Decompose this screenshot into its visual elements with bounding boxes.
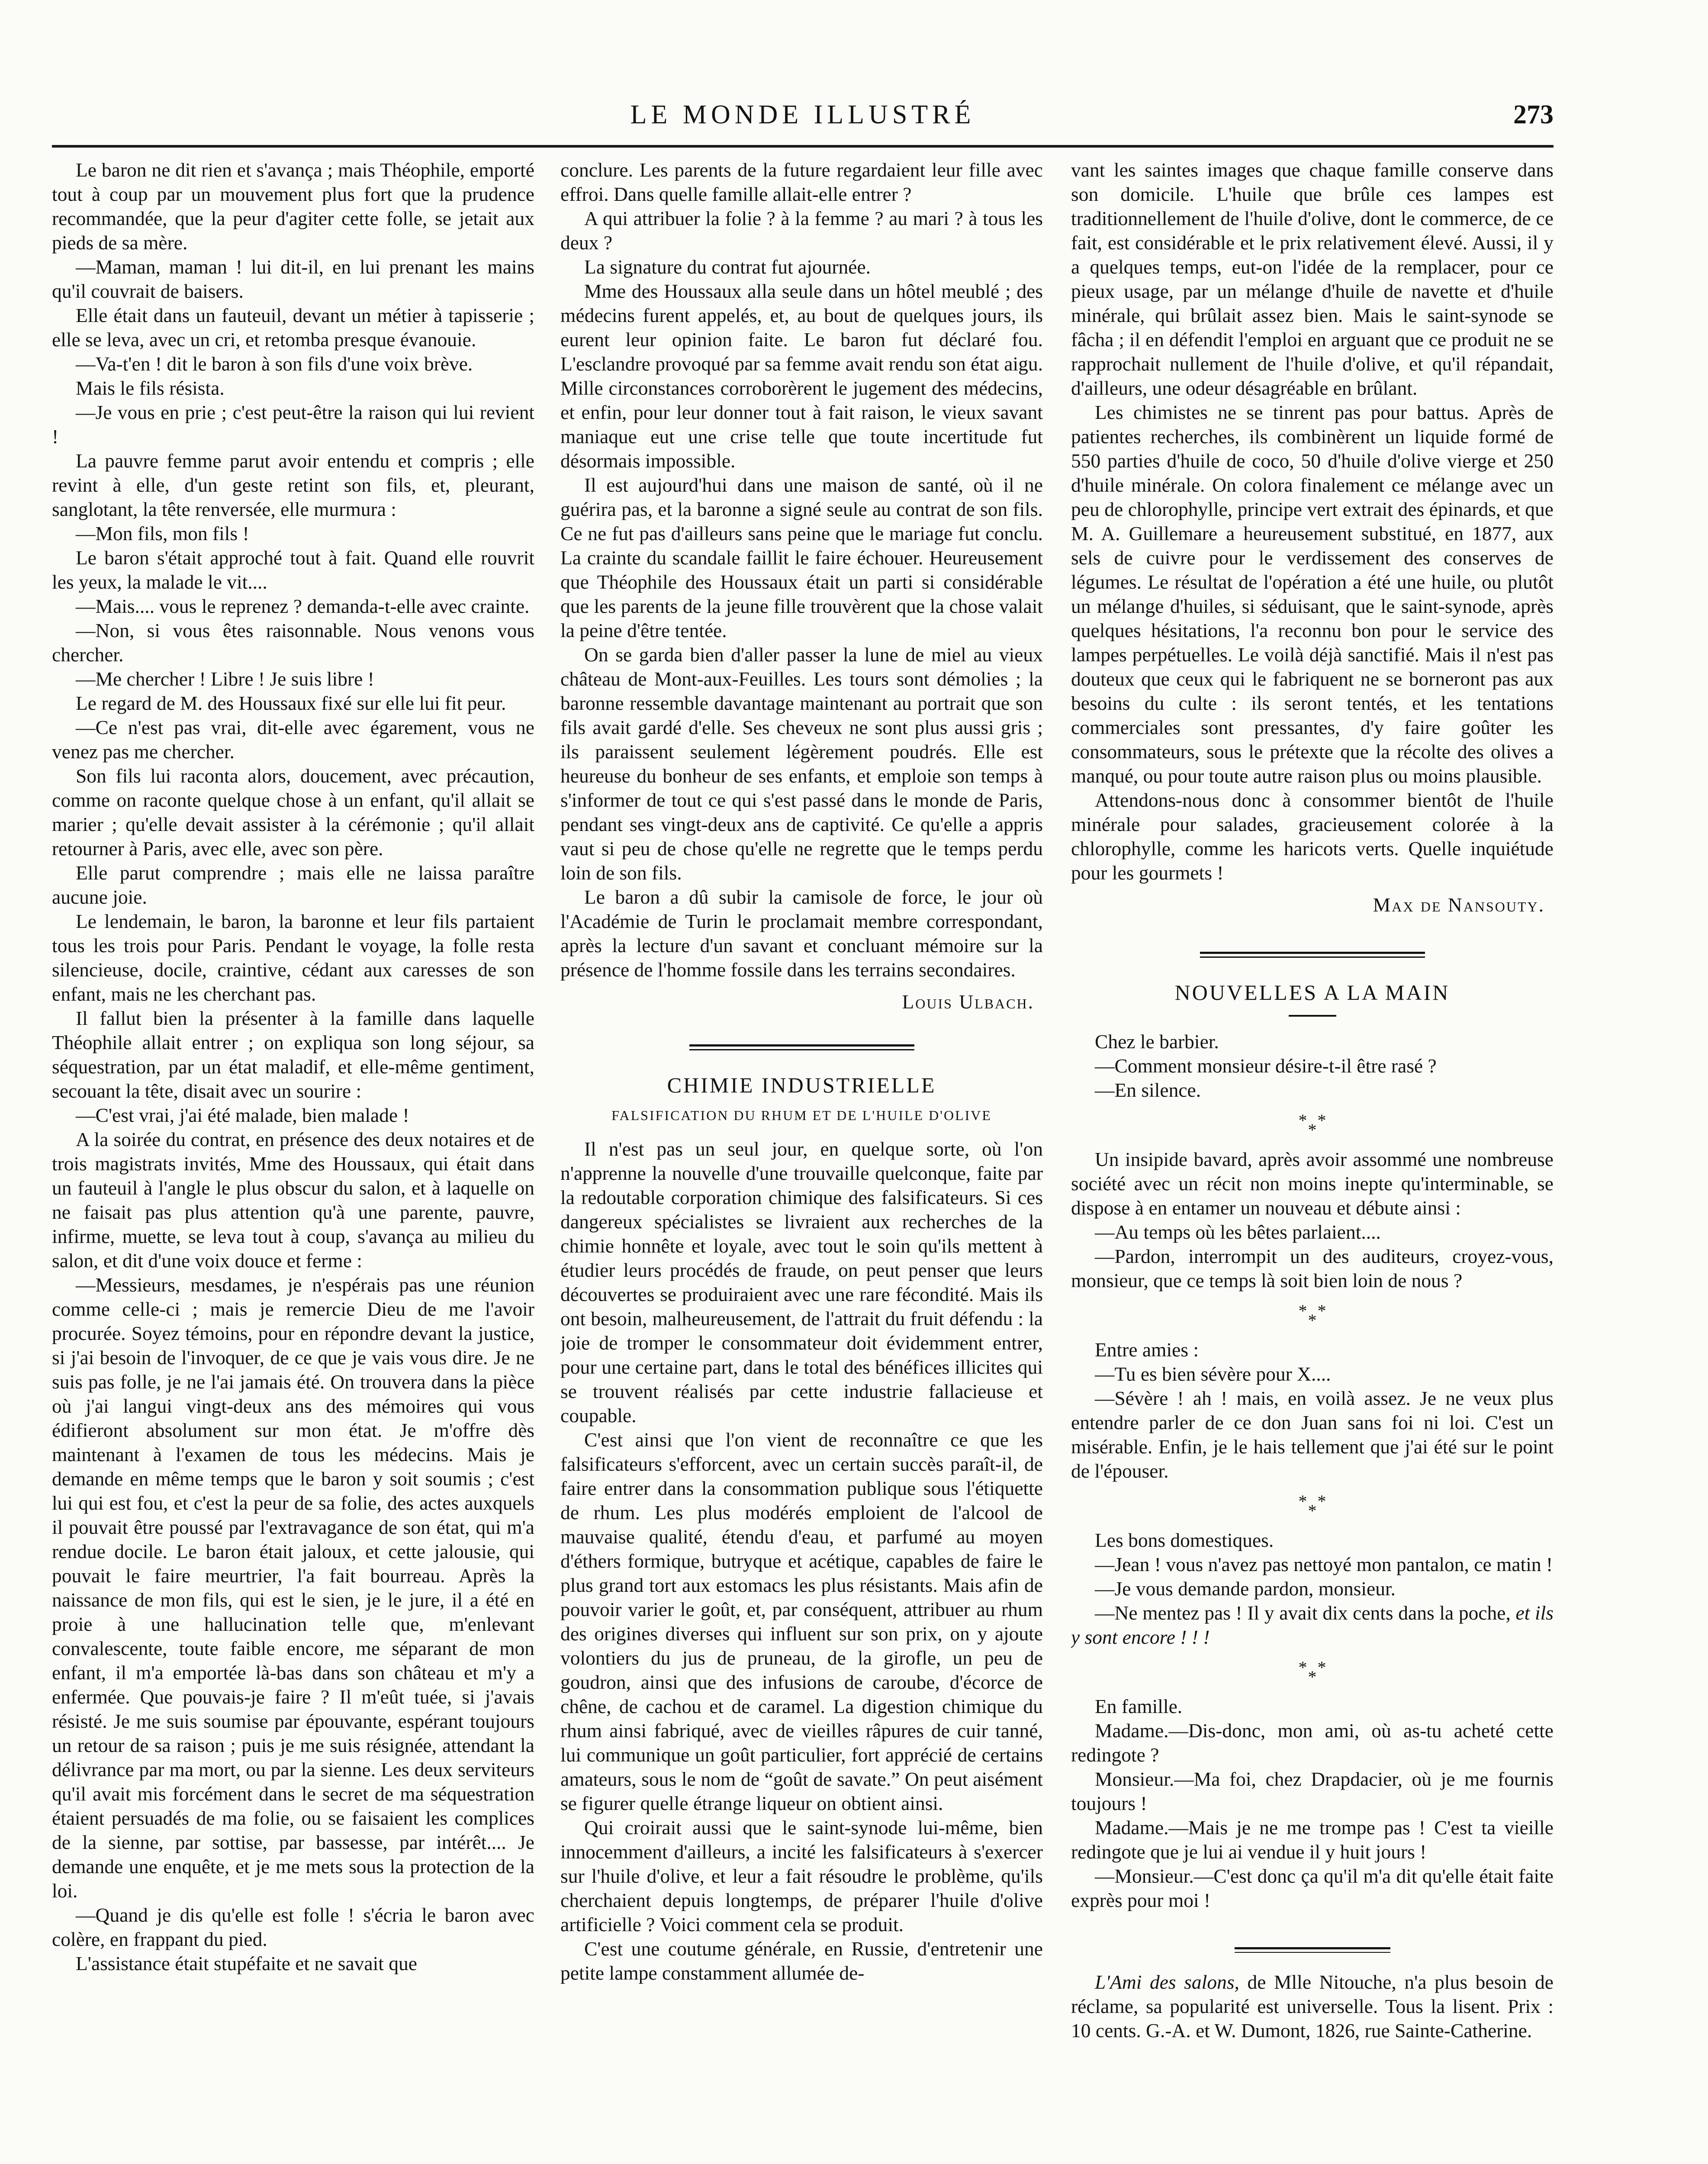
paragraph: vant les saintes images que chaque famille conserve dans son domicile. L'huile que brûle ces lampes est traditionnellement de l'huile d'olive, dont le commerce, de ce fait, est considérable et le prix relativement élevé. Aussi, il y a quelques temps, eut-on l'idée de la remplacer, pour ce pieux usage, par un mélange d'huile de navette et d'huile minérale, qui brûlait assez bien. Mais le saint-synode se fâcha ; il en défendit l'emploi en arguant que ce produit ne se rapprochait nullement de l'huile d'olive, et qu'il répandait, d'ailleurs, une odeur désagréable en brûlant. <box>1071 159 1554 399</box>
paragraph: conclure. Les parents de la future regardaient leur fille avec effroi. Dans quelle famille allait-elle entrer ? <box>560 159 1043 205</box>
paragraph: A qui attribuer la folie ? à la femme ? au mari ? à tous les deux ? <box>560 207 1043 254</box>
paragraph: —Mon fils, mon fils ! <box>76 522 249 544</box>
anecdote-line: —En silence. <box>1095 1079 1201 1101</box>
paragraph: C'est ainsi que l'on vient de reconnaître ce que les falsificateurs s'efforcent, avec un certain succès paraît-il, de faire entrer dans la consommation publique sous l'étiquette de rhum. Les plus modérés emploient de l'alcool de mauvaise qualité, étendu d'eau, et parfumé au moyen d'éthers formique, butryque et acétique, capables de faire le plus grand tort aux estomacs les plus résistants. Mais afin de pouvoir varier le goût, et, par conséquent, attribuer au rhum des origines diverses qui influent sur son prix, on y ajoute volontiers du jus de pruneau, de la girofle, un peu de goudron, ainsi que des infusions de caroube, d'écorce de chêne, de cachou et de caramel. La digestion chimique du rhum ainsi fabriqué, avec de vieilles râpures de cuir tanné, lui communique un goût particulier, fort apprécié de certains amateurs, sous le nom de “goût de savate.” On peut aisément se figurer quelle étrange liqueur on obtient ainsi. <box>560 1429 1043 1814</box>
paragraph: —Quand je dis qu'elle est folle ! s'écria le baron avec colère, en frappant du pied. <box>52 1904 534 1950</box>
paragraph: —Messieurs, mesdames, je n'espérais pas une réunion comme celle-ci ; mais je remercie Dieu de me l'avoir procurée. Soyez témoins, pour en répondre devant la justice, si j'ai besoin de l'invoquer, de ce que je vais vous dire. Je ne suis pas folle, je ne l'ai jamais été. On trouvera dans la pièce où j'ai langui vingt-deux ans des mémoires qui vous édifieront absolument sur mon état. Je m'offre dès maintenant à l'examen de tous les médecins. Mais je demande en même temps que le baron y soit soumis ; c'est lui qui est fou, et c'est la peur de sa folie, des actes auxquels il pouvait être poussé par l'extravagance de son état, qui m'a rendue docile. Le baron était jaloux, et cette jalousie, qui pouvait le faire meurtrier, l'a fait bourreau. Après la naissance de mon fils, qui est le sien, je le jure, il a été en proie à une hallucination telle que, m'enlevant convalescente, toute faible encore, me séparant de mon enfant, il m'a emportée là-bas dans son château et m'y a enfermée. Que pouvais-je faire ? Il m'eût tuée, si j'avais résisté. Je me suis soumise par épouvante, espérant toujours un retour de sa raison ; puis je me suis résignée, attendant la délivrance par ma mort, ou par la sienne. Les deux serviteurs qu'il avait mis forcément dans le secret de ma séquestration étaient persuadés de ma folie, ou se faisaient les complices de la sienne, par sottise, par bassesse, par intérêt.... Je demande une enquête, et je me mets sous la protection de la loi. <box>52 1274 534 1902</box>
anecdote-line: —Jean ! vous n'avez pas nettoyé mon pantalon, ce matin ! <box>1095 1553 1553 1575</box>
anecdote-line: Madame.—Mais je ne me trompe pas ! C'est ta vieille redingote que je lui ai vendue il y huit jours ! <box>1071 1816 1554 1863</box>
paragraph: Son fils lui raconta alors, doucement, avec précaution, comme on raconte quelque chose à un enfant, qu'il allait se marier ; qu'elle devait assister à la cérémonie ; qu'il allait retourner à Paris, avec elle, avec son père. <box>52 765 534 860</box>
paragraph: La signature du contrat fut ajournée. <box>584 256 871 278</box>
column-3 <box>1071 158 1554 2164</box>
anecdote-line: Entre amies : <box>1095 1339 1199 1361</box>
column-2 <box>560 158 1043 2164</box>
paragraph: Il est aujourd'hui dans une maison de santé, où il ne guérira pas, et la baronne a signé seule au contrat de son fils. Ce ne fut pas d'ailleurs sans peine que le mariage fut conclu. La crainte du scandale faillit le faire échouer. Heureusement que Théophile des Houssaux était un parti si considérable que les parents de la jeune fille trouvèrent que la chose valait la peine d'être tentée. <box>560 474 1043 641</box>
paragraph: Mais le fils résista. <box>76 377 225 399</box>
anecdote-line: Un insipide bavard, après avoir assommé une nombreuse société avec un récit non moins inepte qu'interminable, se dispose à en entamer un nouveau et débute ainsi : <box>1071 1148 1554 1219</box>
star-glyph: * <box>1298 1301 1307 1320</box>
star-glyph: * <box>1308 1667 1317 1687</box>
paragraph: C'est une coutume générale, en Russie, d'entretenir une petite lampe constamment allumée de- <box>560 1938 1043 1984</box>
anecdote-line: Chez le barbier. <box>1095 1030 1219 1053</box>
section-title: CHIMIE INDUSTRIELLE <box>667 1073 936 1097</box>
anecdote-line: —Je vous demande pardon, monsieur. <box>1095 1578 1396 1600</box>
paragraph: La pauvre femme parut avoir entendu et compris ; elle revint à elle, d'un geste retint son fils, et, pleurant, sanglotant, la tête renversée, elle murmura : <box>52 450 534 520</box>
paragraph: —Je vous en prie ; c'est peut-être la raison qui lui revient ! <box>52 401 534 448</box>
paragraph: —Maman, maman ! lui dit-il, en lui prenant les mains qu'il couvrait de baisers. <box>52 256 534 302</box>
anecdote-line: —Comment monsieur désire-t-il être rasé ? <box>1095 1055 1437 1077</box>
paragraph: —Non, si vous êtes raisonnable. Nous venons vous chercher. <box>52 619 534 666</box>
star-glyph: * <box>1298 1658 1307 1677</box>
paragraph: Le baron s'était approché tout à fait. Quand elle rouvrit les yeux, la malade le vit.... <box>52 547 534 593</box>
asterism <box>1071 1111 1554 1140</box>
section-divider <box>1200 952 1425 958</box>
paragraph: Le lendemain, le baron, la baronne et leur fils partaient tous les trois pour Paris. Pendant le voyage, la folle resta silencieuse, docile, craintive, cédant aux caresses de son enfant, mais ne les cherchant pas. <box>52 910 534 1005</box>
paragraph: L'assistance était stupéfaite et ne savait que <box>76 1952 417 1974</box>
star-glyph: * <box>1317 1658 1326 1677</box>
paragraph: Il fallut bien la présenter à la famille dans laquelle Théophile allait entrer ; on expliqua son long séjour, sa séquestration, par un état maladif, et elle-même gentiment, secouant la tête, disait avec un sourire : <box>52 1007 534 1102</box>
anecdote-line: —Pardon, interrompit un des auditeurs, croyez-vous, monsieur, que ce temps là soit bien loin de nous ? <box>1071 1245 1554 1291</box>
section-divider <box>689 1044 914 1050</box>
anecdote-line: Les bons domestiques. <box>1095 1529 1274 1551</box>
asterism <box>1071 1491 1554 1520</box>
star-glyph: * <box>1308 1501 1317 1520</box>
star-glyph: * <box>1308 1311 1317 1330</box>
author-signature: Max de Nansouty. <box>1373 894 1545 916</box>
paragraph: Attendons-nous donc à consommer bientôt de l'huile minérale pour salades, gracieusement colorée à la chlorophylle, comme les haricots verts. Quelle inquiétude pour les gourmets ! <box>1071 789 1554 884</box>
author-signature: Louis Ulbach. <box>902 991 1034 1013</box>
title-underline <box>1289 1015 1336 1017</box>
paragraph: —C'est vrai, j'ai été malade, bien malade ! <box>76 1104 409 1126</box>
anecdote-line: Monsieur.—Ma foi, chez Drapdacier, où je me fournis toujours ! <box>1071 1768 1554 1814</box>
anecdote-line: Madame.—Dis-donc, mon ami, où as-tu acheté cette redingote ? <box>1071 1720 1554 1766</box>
paragraph: Le baron a dû subir la camisole de force, le jour où l'Académie de Turin le proclamait membre correspondant, après la lecture d'un savant et concluant mémoire sur la présence de l'homme fossile dans les terrains secondaires. <box>560 886 1043 981</box>
anecdote-line: —Tu es bien sévère pour X.... <box>1095 1363 1331 1385</box>
section-divider <box>1235 1947 1390 1953</box>
anecdote-text: —Ne mentez pas ! Il y avait dix cents dans la poche, <box>1095 1602 1511 1624</box>
star-glyph: * <box>1308 1120 1317 1140</box>
paragraph: Elle était dans un fauteuil, devant un métier à tapisserie ; elle se leva, avec un cri, et retomba presque évanouie. <box>52 304 534 351</box>
paragraph: Les chimistes ne se tinrent pas pour battus. Après de patientes recherches, ils combinèrent un liquide formé de 550 parties d'huile de coco, 50 d'huile d'olive vierge et 250 d'huile minérale. On colora finalement ce mélange avec un peu de chlorophylle, principe vert extrait des épinards, et que M. A. Guillemare a heureusement substitué, en 1877, aux sels de cuivre pour le verdissement des conserves de légumes. Le résultat de l'opération a été une huile, ou plutôt un mélange d'huiles, si séduisant, que le saint-synode, après quelques hésitations, l'a reconnu bon pour le service des lampes perpétuelles. Le voilà déjà sanctifié. Mais il n'est pas douteux que ceux qui le fabriquent ne se borneront pas aux besoins du culte : ils seront tentés, et les tentations commerciales sont pressantes, d'y faire goûter les consommateurs, sous le prétexte que la récolte des olives a manqué, ou pour toute autre raison plus ou moins plausible. <box>1071 401 1554 787</box>
running-head <box>52 93 1554 148</box>
paragraph: —Ce n'est pas vrai, dit-elle avec égarement, vous ne venez pas me chercher. <box>52 716 534 763</box>
anecdote-italic: et ils y sont encore ! ! ! <box>1071 1602 1554 1648</box>
paragraph: Elle parut comprendre ; mais elle ne laissa paraître aucune joie. <box>52 862 534 908</box>
paragraph: Qui croirait aussi que le saint-synode lui-même, bien innocemment d'ailleurs, a incité les falsificateurs à s'exercer sur l'huile d'olive, et leur a fait résoudre le problème, qu'ils cherchaient depuis longtemps, de préparer l'huile d'olive artificielle ? Voici comment cela se produit. <box>560 1816 1043 1935</box>
anecdote-line: En famille. <box>1095 1695 1183 1717</box>
paragraph: Mme des Houssaux alla seule dans un hôtel meublé ; des médecins furent appelés, et, au bout de quelques jours, ils eurent leur opinion faite. Le baron fut déclaré fou. L'esclandre provoqué par sa femme avait rendu son état aigu. Mille circonstances corroborèrent le jugement des médecins, et enfin, pour leur donner tout à fait raison, le vieux savant maniaque eut une crise telle que toute incertitude fut désormais impossible. <box>560 280 1043 472</box>
paragraph: Le baron ne dit rien et s'avança ; mais Théophile, emporté tout à coup par un mouvement plus fort que la prudence recommandée, que la peur d'agiter cette folle, se jetait aux pieds de sa mère. <box>52 159 534 254</box>
star-glyph: * <box>1298 1111 1307 1130</box>
paragraph: —Mais.... vous le reprenez ? demanda-t-elle avec crainte. <box>76 595 530 617</box>
asterism <box>1071 1658 1554 1687</box>
page-number: 273 <box>1513 100 1554 129</box>
anecdote-line: —Monsieur.—C'est donc ça qu'il m'a dit qu'elle était faite exprès pour moi ! <box>1071 1865 1554 1911</box>
paragraph: Le regard de M. des Houssaux fixé sur elle lui fit peur. <box>76 692 506 714</box>
notice-title: L'Ami des salons, <box>1095 1971 1239 1993</box>
anecdote-line <box>1071 1601 1554 1649</box>
masthead-title: LE MONDE ILLUSTRÉ <box>630 100 975 129</box>
star-glyph: * <box>1317 1301 1326 1320</box>
paragraph: Il n'est pas un seul jour, en quelque sorte, où l'on n'apprenne la nouvelle d'une trouvaille quelconque, faite par la redoutable corporation chimique des falsificateurs. Si ces dangereux spécialistes se livraient aux recherches de la chimie honnête et loyale, avec tout le soin qu'ils mettent à étudier leurs procédés de fraude, on peut penser que leurs découvertes se produiraient avec une rare fécondité. Mais ils ont besoin, malheureusement, de l'attrait du fruit défendu : la joie de tromper le consommateur doit évidemment entrer, pour une certaine part, dans le total des bénéfices illicites qui se trouvent réalisés par cette industrie fallacieuse et coupable. <box>560 1138 1043 1427</box>
paragraph: A la soirée du contrat, en présence des deux notaires et de trois magistrats invités, Mme des Houssaux, qui était dans un fauteuil à l'angle le plus obscur du salon, et à laquelle on ne faisait pas plus attention qu'à une parente, pauvre, infirme, muette, se leva tout à coup, s'avança au milieu du salon, et dit d'une voix douce et ferme : <box>52 1128 534 1272</box>
column-1 <box>52 158 534 2164</box>
asterism <box>1071 1301 1554 1330</box>
anecdote-line: —Sévère ! ah ! mais, en voilà assez. Je ne veux plus entendre parler de ce don Juan sans foi ni loi. C'est un misérable. Enfin, je le hais tellement que j'ai été sur le point de l'épouser. <box>1071 1387 1554 1482</box>
star-glyph: * <box>1298 1491 1307 1511</box>
anecdote-line: —Au temps où les bêtes parlaient.... <box>1095 1221 1381 1243</box>
star-glyph: * <box>1317 1491 1326 1511</box>
paragraph: On se garda bien d'aller passer la lune de miel au vieux château de Mont-aux-Feuilles. Les tours sont démolies ; la baronne ressemble davantage maintenant au portrait que son fils avait gardé d'elle. Ses cheveux ne sont plus aussi gris ; ils paraissent seulement légèrement poudrés. Elle est heureuse du bonheur de ses enfants, et emploie son temps à s'informer de tout ce qui s'est passé dans le monde de Paris, pendant ses vingt-deux ans de captivité. Ce qu'elle a appris vaut si peu de chose qu'elle ne regrette que le temps perdu loin de son fils. <box>560 644 1043 884</box>
paragraph: —Me chercher ! Libre ! Je suis libre ! <box>76 668 374 690</box>
section-subtitle: FALSIFICATION DU RHUM ET DE L'HUILE D'OLIVE <box>611 1108 992 1123</box>
star-glyph: * <box>1317 1111 1326 1130</box>
section-title: NOUVELLES A LA MAIN <box>1174 980 1450 1005</box>
notice-text: de Mlle Nitouche, n'a plus besoin de réclame, sa popularité est universelle. Tous la lisent. Prix : 10 cents. G.-A. et W. Dumont, 1826, rue Sainte-Catherine. <box>1071 1971 1554 2042</box>
paragraph: —Va-t'en ! dit le baron à son fils d'une voix brève. <box>76 353 473 375</box>
notice-paragraph <box>1071 1970 1554 2043</box>
